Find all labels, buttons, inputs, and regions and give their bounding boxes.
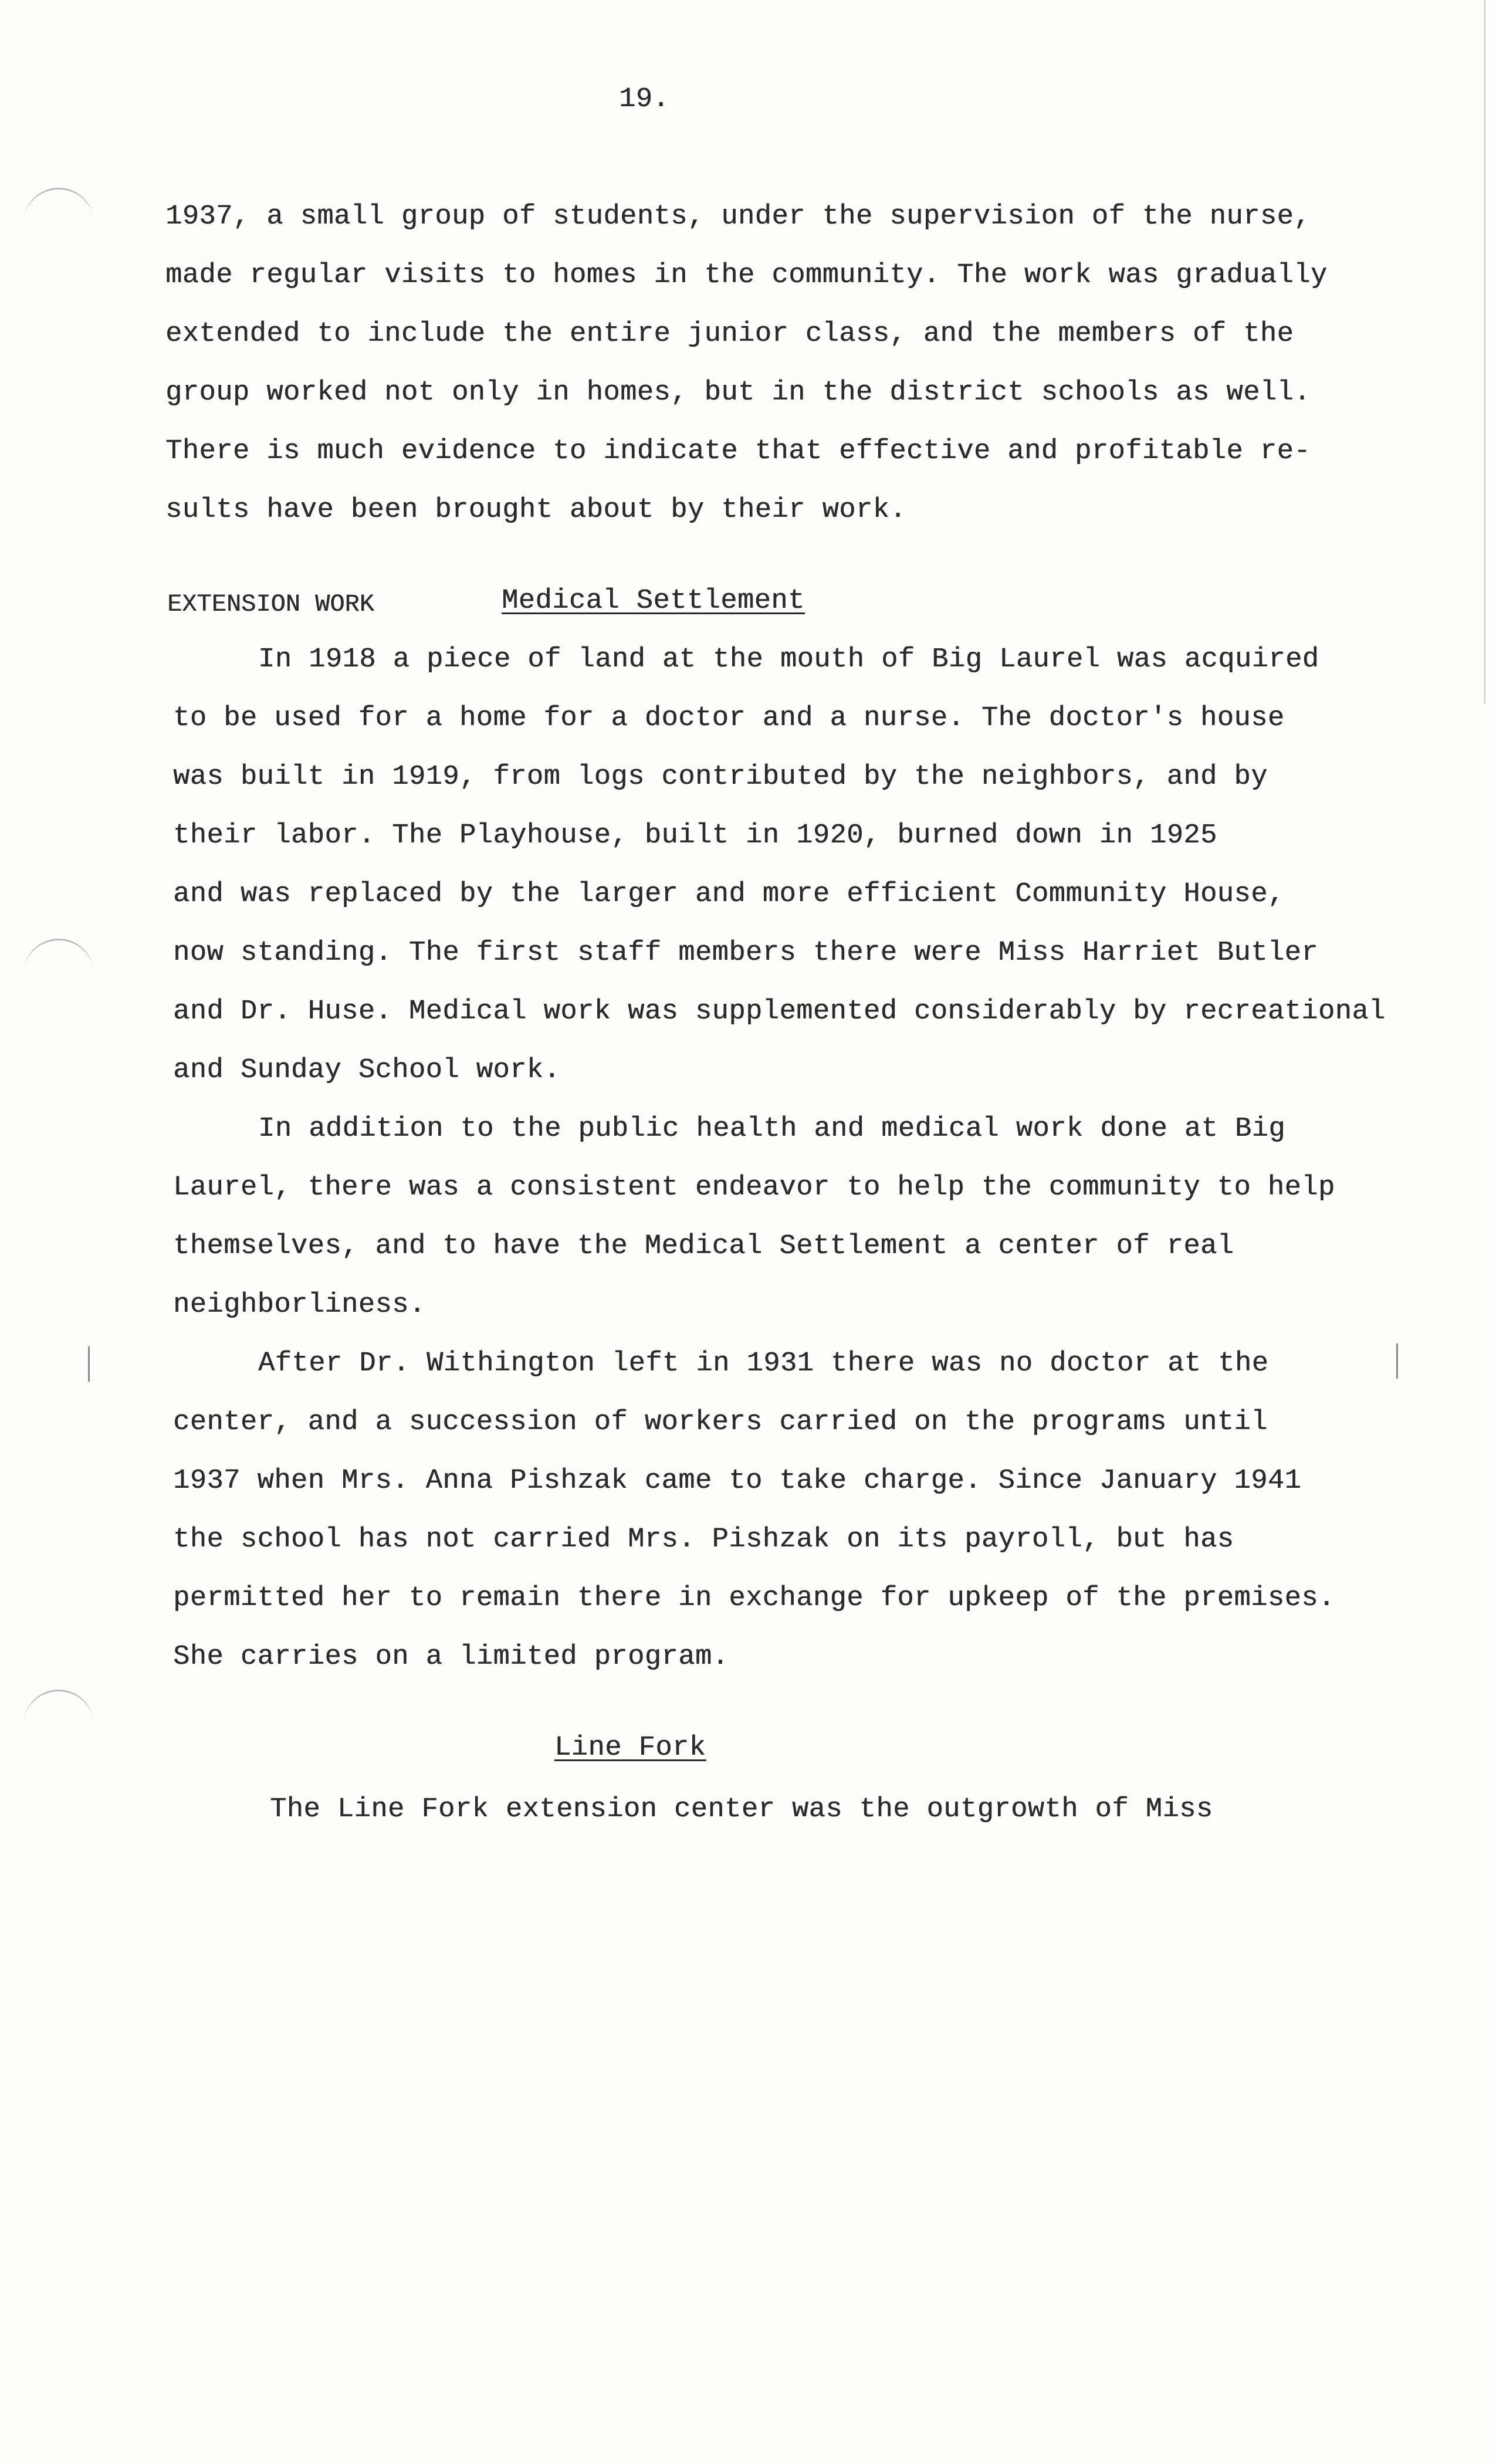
- text-line: their labor. The Playhouse, built in 1920, burned down in 1925: [173, 820, 1217, 851]
- text-line: She carries on a limited program.: [173, 1641, 729, 1673]
- subsection-title: Line Fork: [554, 1732, 706, 1764]
- binder-hole-mark: [23, 188, 94, 225]
- margin-bar-mark: [88, 1346, 90, 1382]
- text-line: and was replaced by the larger and more efficient Community House,: [173, 879, 1285, 910]
- section-title: Medical Settlement: [502, 585, 805, 617]
- page-edge-mark: [1484, 0, 1485, 704]
- text-line: center, and a succession of workers carried on the programs until: [173, 1407, 1268, 1438]
- text-line: made regular visits to homes in the community. The work was gradually: [165, 260, 1328, 291]
- text-line: In 1918 a piece of land at the mouth of Big Laurel was acquired: [258, 644, 1319, 675]
- text-line: extended to include the entire junior class, and the members of the: [165, 319, 1294, 350]
- text-line: was built in 1919, from logs contributed by the neighbors, and by: [173, 761, 1268, 793]
- text-line: now standing. The first staff members there were Miss Harriet Butler: [173, 937, 1318, 969]
- text-line: sults have been brought about by their work.: [165, 495, 907, 526]
- text-line: permitted her to remain there in exchange for upkeep of the premises.: [173, 1583, 1335, 1614]
- text-line: After Dr. Withington left in 1931 there was no doctor at the: [258, 1348, 1269, 1379]
- text-line: and Dr. Huse. Medical work was supplemented considerably by recreational: [173, 996, 1386, 1027]
- text-line: In addition to the public health and medical work done at Big: [258, 1113, 1285, 1145]
- section-label: EXTENSION WORK: [167, 590, 374, 618]
- text-line: Laurel, there was a consistent endeavor to help the community to help: [173, 1172, 1335, 1203]
- text-line: The Line Fork extension center was the outgrowth of Miss: [270, 1794, 1213, 1825]
- text-line: to be used for a home for a doctor and a nurse. The doctor's house: [173, 703, 1285, 734]
- binder-hole-mark: [23, 939, 94, 976]
- text-line: group worked not only in homes, but in the district schools as well.: [165, 377, 1311, 408]
- text-line: and Sunday School work.: [173, 1055, 561, 1086]
- margin-bar-mark: [1396, 1343, 1398, 1379]
- text-line: neighborliness.: [173, 1289, 426, 1321]
- page-number: 19.: [619, 84, 670, 115]
- binder-hole-mark: [23, 1690, 94, 1727]
- text-line: 1937, a small group of students, under the supervision of the nurse,: [165, 201, 1311, 232]
- text-line: There is much evidence to indicate that effective and profitable re-: [165, 436, 1311, 467]
- text-line: 1937 when Mrs. Anna Pishzak came to take charge. Since January 1941: [173, 1465, 1302, 1497]
- text-line: the school has not carried Mrs. Pishzak on its payroll, but has: [173, 1524, 1234, 1555]
- text-line: themselves, and to have the Medical Settlement a center of real: [173, 1231, 1234, 1262]
